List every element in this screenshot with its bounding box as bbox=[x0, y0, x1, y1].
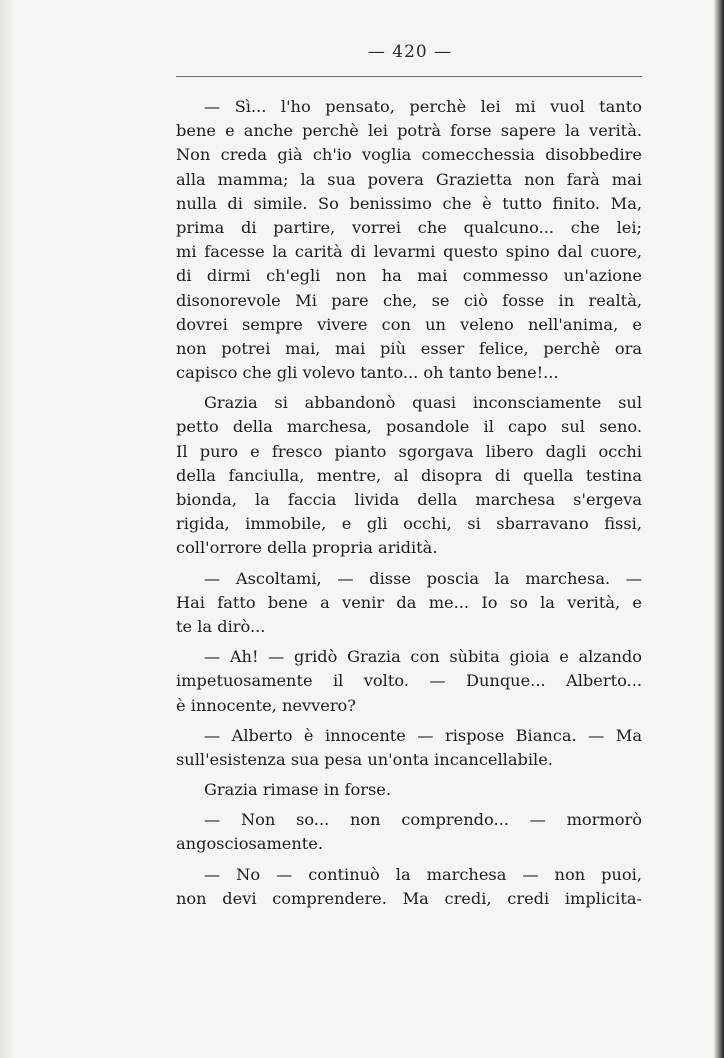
text-line: petto della marchesa, posandole il capo sul seno. bbox=[176, 417, 642, 437]
text-line: capisco che gli volevo tanto... oh tanto bene!... bbox=[176, 363, 559, 383]
text-line: — Alberto è innocente — rispose Bianca. — Ma bbox=[204, 725, 642, 745]
text-line: alla mamma; la sua povera Grazietta non farà mai bbox=[176, 169, 642, 189]
text-line: mi facesse la carità di levarmi questo spino dal cuore, bbox=[176, 242, 642, 262]
text-line: impetuosamente il volto. — Dunque... Alberto... bbox=[176, 671, 642, 691]
text-line: dovrei sempre vivere con un veleno nell'anima, e bbox=[176, 314, 642, 334]
text-line: Grazia si abbandonò quasi inconsciamente sul bbox=[204, 393, 642, 413]
text-line: prima di partire, vorrei che qualcuno... che lei; bbox=[176, 217, 642, 237]
text-line: Non creda già ch'io voglia comecchessia disobbedire bbox=[176, 145, 642, 165]
text-line: te la dirò... bbox=[176, 616, 266, 636]
text-line: bionda, la faccia livida della marchesa s'ergeva bbox=[176, 490, 642, 509]
text-line: bene e anche perchè lei potrà forse sapere la verità. bbox=[176, 121, 642, 141]
text-line: — Non so... non comprendo... — mormorò bbox=[204, 810, 642, 830]
text-line: angosciosamente. bbox=[176, 834, 324, 854]
page-edge-shadow bbox=[714, 0, 724, 1058]
text-line: coll'orrore della propria aridità. bbox=[176, 538, 438, 558]
text-line: — Ascoltami, — disse poscia la marchesa. — bbox=[204, 568, 642, 588]
text-line: è innocente, nevvero? bbox=[176, 695, 356, 715]
page-gutter-shadow bbox=[0, 0, 14, 1058]
text-line: sull'esistenza sua pesa un'onta incancellabile. bbox=[176, 749, 553, 769]
header-rule bbox=[176, 76, 642, 77]
text-line: — Ah! — gridò Grazia con sùbita gioia e alzando bbox=[204, 647, 642, 667]
text-line: nulla di simile. So benissimo che è tutto finito. Ma, bbox=[176, 193, 642, 213]
text-line: — Sì... l'ho pensato, perchè lei mi vuol tanto bbox=[204, 97, 642, 116]
text-line: rigida, immobile, e gli occhi, si sbarravano fissi, bbox=[176, 514, 642, 534]
text-line: disonorevole Mi pare che, se ciò fosse in realtà, bbox=[176, 290, 642, 310]
text-line: Il puro e fresco pianto sgorgava libero dagli occhi bbox=[176, 441, 642, 461]
page-number: — 420 — bbox=[367, 42, 453, 62]
text-line: Grazia rimase in forse. bbox=[204, 780, 392, 800]
text-line: non devi comprendere. Ma credi, credi implicita- bbox=[176, 888, 642, 908]
text-line: della fanciulla, mentre, al disopra di quella testina bbox=[176, 465, 642, 485]
text-line: — No — continuò la marchesa — non puoi, bbox=[204, 864, 642, 884]
text-line: di dirmi ch'egli non ha mai commesso un'azione bbox=[176, 266, 642, 286]
body-text bbox=[176, 95, 642, 911]
text-line: Hai fatto bene a venir da me... Io so la verità, e bbox=[176, 592, 642, 612]
text-line: non potrei mai, mai più esser felice, perchè ora bbox=[176, 338, 642, 358]
